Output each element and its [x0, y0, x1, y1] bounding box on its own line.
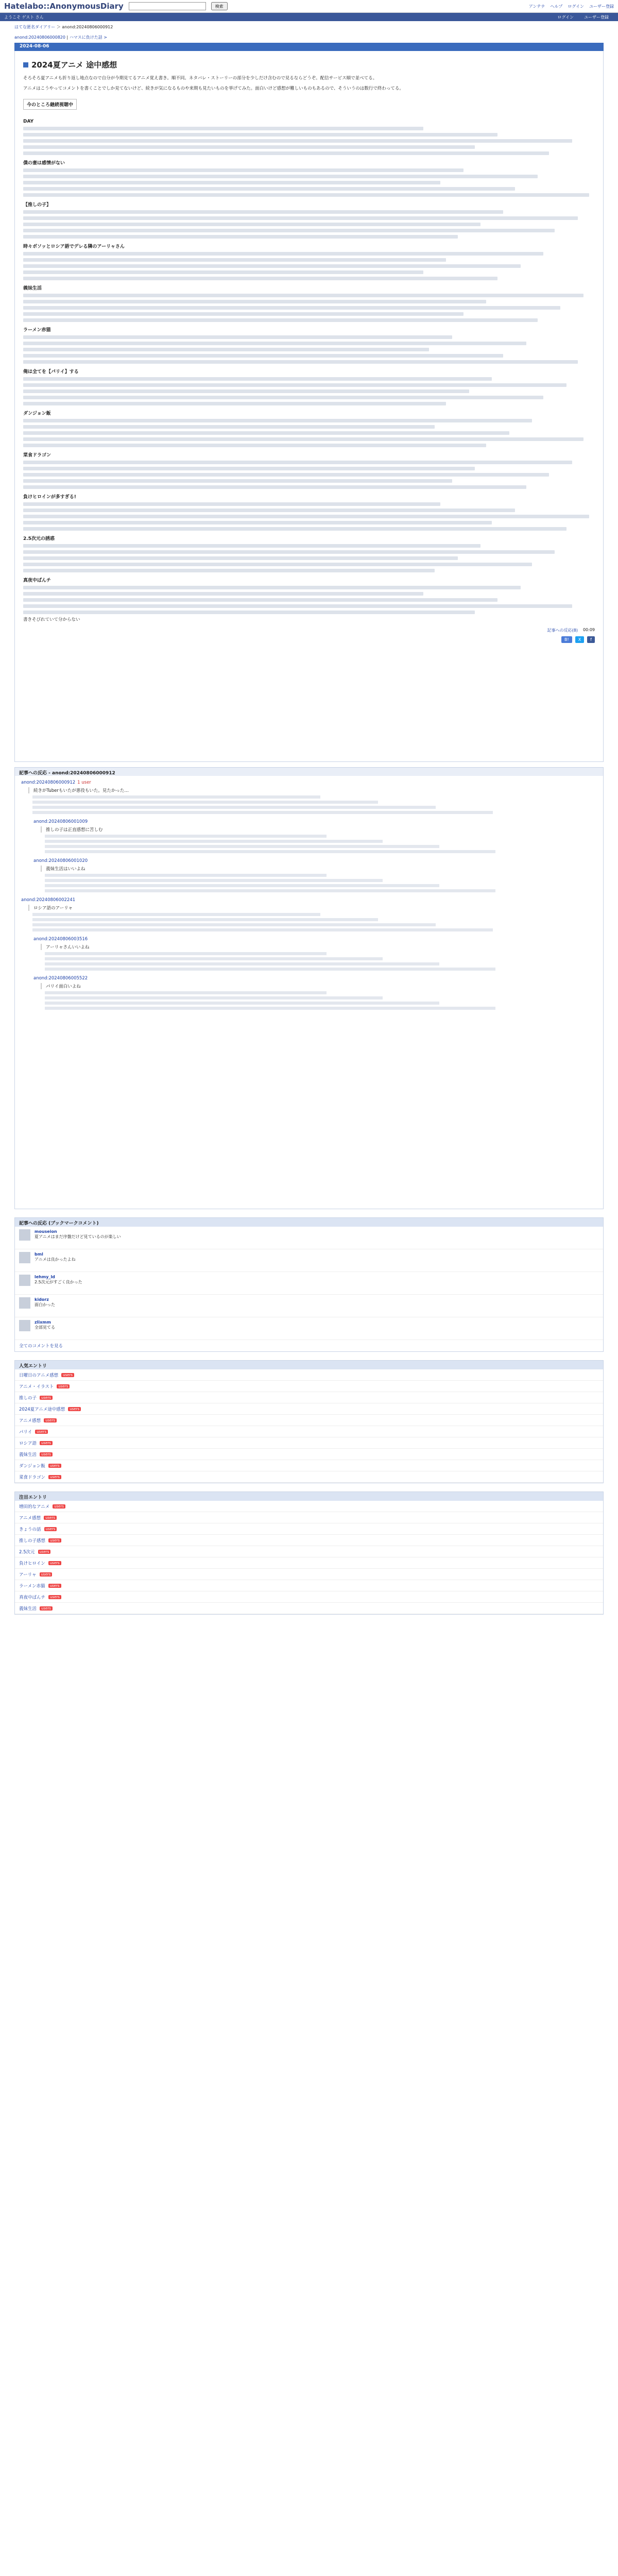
comment-text: 2.5次元がすごく良かった — [35, 1280, 82, 1284]
section-body — [23, 168, 595, 197]
attention-entry-link[interactable]: 2.5次元 — [19, 1549, 35, 1555]
attention-entry-link[interactable]: きょうの話 — [19, 1527, 41, 1532]
popular-entry-link[interactable]: パリイ — [19, 1429, 32, 1435]
text-line — [23, 563, 532, 566]
attention-entry-link[interactable]: アーリャ — [19, 1572, 37, 1578]
text-line — [23, 312, 464, 316]
text-line — [23, 521, 492, 524]
text-line — [45, 1002, 439, 1005]
reply-users: 1 user — [77, 780, 91, 785]
attention-entry — [15, 1523, 603, 1535]
users-badge: users — [40, 1452, 53, 1456]
text-line — [23, 431, 509, 435]
section-body — [23, 210, 595, 239]
text-line — [45, 879, 383, 882]
reply-link[interactable]: anond:20240806002241 — [21, 897, 76, 903]
text-line — [23, 592, 423, 596]
avatar — [19, 1320, 30, 1331]
comment-user[interactable]: zlixmm — [35, 1320, 51, 1325]
users-badge: users — [44, 1516, 57, 1520]
pager: anond:20240806000820 | ハマスに負けた話 > — [14, 35, 107, 40]
attention-entry — [15, 1512, 603, 1523]
attention-entry-link[interactable]: 負けヒロイン — [19, 1561, 45, 1566]
text-line — [23, 306, 560, 310]
reaction-link[interactable]: 記事への反応(8) — [547, 628, 578, 633]
popular-entry-link[interactable]: 菜食ドラゴン — [19, 1475, 46, 1480]
text-line — [32, 811, 493, 814]
text-line — [23, 145, 475, 149]
text-line — [23, 527, 566, 531]
text-line — [23, 569, 435, 572]
text-line — [23, 187, 515, 191]
popular-title: 人気エントリ — [15, 1361, 603, 1369]
comments-title: 記事への反応 (ブックマークコメント) — [15, 1218, 603, 1227]
section-heading: 負けヒロインが多すぎる! — [23, 495, 76, 500]
text-line — [32, 913, 320, 916]
reply-text: 義妹生活はいいよね — [41, 866, 597, 872]
text-line — [23, 235, 458, 239]
text-line — [23, 556, 458, 560]
users-badge: users — [40, 1396, 53, 1400]
comment-text: 面白かった — [35, 1302, 55, 1307]
avatar — [19, 1252, 30, 1263]
popular-entry — [15, 1437, 603, 1449]
section-body — [23, 377, 595, 405]
text-line — [23, 354, 503, 358]
text-line — [23, 264, 521, 268]
text-line — [23, 550, 555, 554]
reply-text: ロシア語のアーリャ — [28, 905, 597, 911]
users-badge: users — [44, 1527, 57, 1531]
comment-row — [15, 1249, 603, 1272]
attention-entry — [15, 1535, 603, 1546]
nav-register[interactable]: ユーザー登録 — [584, 14, 609, 20]
users-badge: users — [48, 1561, 61, 1565]
users-badge: users — [48, 1584, 61, 1588]
users-badge: users — [40, 1441, 53, 1445]
attention-entry-link[interactable]: 増田的なアニメ — [19, 1504, 50, 1510]
attention-entry-link[interactable]: 真夜中ぱんチ — [19, 1595, 46, 1600]
text-line — [23, 168, 464, 172]
text-line — [45, 962, 439, 965]
text-line — [23, 181, 440, 184]
nav-bar — [0, 13, 618, 21]
users-badge: users — [48, 1464, 61, 1468]
closing-text: 書きそびれていて分からない — [23, 617, 80, 622]
share-button-2[interactable]: X — [575, 636, 584, 643]
comment-row — [15, 1295, 603, 1317]
text-line — [23, 175, 538, 178]
text-line — [23, 335, 452, 339]
text-line — [23, 216, 578, 220]
users-badge: users — [48, 1475, 61, 1479]
text-line — [23, 258, 446, 262]
text-line — [23, 223, 480, 226]
attention-panel — [14, 1492, 604, 1615]
reply-link[interactable]: anond:20240806001009 — [33, 819, 88, 824]
text-line — [23, 133, 497, 137]
users-badge: users — [38, 1550, 51, 1554]
text-line — [45, 957, 383, 960]
text-line — [23, 139, 572, 143]
article-title: 2024夏アニメ 途中感想 — [23, 59, 595, 70]
welcome-text: ようこそ ゲスト さん — [4, 14, 44, 20]
replies-title: 記事への反応 - anond:20240806000912 — [15, 768, 603, 776]
reply-item — [33, 858, 597, 892]
section-heading: 義妹生活 — [23, 286, 42, 291]
popular-entry — [15, 1381, 603, 1392]
antenna-link[interactable]: アンテナ — [528, 4, 545, 9]
text-line — [23, 437, 583, 441]
attention-entry — [15, 1591, 603, 1603]
comments-panel — [14, 1217, 604, 1352]
intro-para-2: アニメはこうやってコメントを書くことでしか見てないけど、続きが気になるものや来期も見たいものを挙げてみた。面白いけど感想が難しいものもあるので、そういうのは数行で終わってる。 — [23, 86, 404, 91]
reply-link[interactable]: anond:20240806001020 — [33, 858, 88, 863]
popular-entry-link[interactable]: アニメ・イラスト — [19, 1384, 54, 1389]
avatar — [19, 1229, 30, 1241]
users-badge: users — [40, 1572, 53, 1577]
top-bar — [0, 0, 618, 13]
register-link[interactable]: ユーザー登録 — [589, 4, 614, 9]
post-time: 00:09 — [582, 628, 595, 632]
text-line — [23, 611, 475, 614]
section-heading: 僕の妻は感情がない — [23, 161, 65, 166]
text-line — [23, 396, 543, 399]
popular-entry-link[interactable]: アニメ感想 — [19, 1418, 41, 1423]
text-line — [23, 270, 423, 274]
section-body — [23, 294, 595, 322]
breadcrumb: はてな匿名ダイアリー ＞ anond:20240806000912 — [14, 25, 113, 29]
attention-entry-link[interactable]: 義妹生活 — [19, 1606, 37, 1612]
popular-entry — [15, 1415, 603, 1426]
reply-item — [33, 976, 597, 1010]
replies-panel — [14, 767, 604, 1209]
section-body — [23, 127, 595, 155]
section-body — [23, 502, 595, 531]
text-line — [45, 874, 327, 877]
popular-entry-link[interactable]: 日曜日のアニメ感想 — [19, 1372, 59, 1378]
comment-row — [15, 1227, 603, 1249]
section-heading: 菜食ドラゴン — [23, 453, 52, 458]
reply-text: パリイ面白いよね — [41, 983, 597, 989]
users-badge: users — [48, 1595, 61, 1599]
text-line — [23, 544, 480, 548]
comment-user[interactable]: lehmy_ld — [35, 1275, 55, 1279]
comment-user[interactable]: kidorz — [35, 1297, 49, 1302]
nav-login[interactable]: ログイン — [557, 14, 574, 20]
popular-entry — [15, 1369, 603, 1381]
popular-entry-link[interactable]: ダンジョン飯 — [19, 1463, 45, 1469]
text-line — [23, 348, 429, 351]
text-line — [23, 318, 538, 322]
share-buttons — [23, 636, 595, 643]
search-input[interactable] — [129, 2, 206, 10]
section-heading: 俺は全てを【パリイ】する — [23, 369, 79, 375]
attention-entry — [15, 1580, 603, 1591]
text-line — [23, 252, 543, 256]
text-line — [23, 444, 486, 447]
comment-user[interactable]: bml — [35, 1252, 43, 1257]
attention-entry-link[interactable]: アニメ感想 — [19, 1515, 41, 1521]
text-line — [23, 360, 578, 364]
text-line — [23, 473, 549, 477]
comment-text: 全部見てる — [35, 1325, 55, 1330]
text-line — [23, 586, 521, 589]
avatar — [19, 1275, 30, 1286]
text-line — [23, 210, 503, 214]
text-line — [45, 889, 495, 892]
text-line — [45, 835, 327, 838]
users-badge: users — [68, 1407, 81, 1411]
share-button-1[interactable]: B! — [561, 636, 572, 643]
avatar — [19, 1297, 30, 1309]
popular-entry — [15, 1460, 603, 1471]
text-line — [23, 502, 440, 506]
article-footer — [23, 628, 595, 633]
attention-entry — [15, 1501, 603, 1512]
text-line — [23, 294, 583, 297]
section-heading: 真夜中ぱんチ — [23, 578, 52, 583]
intro-para-1: そろそろ夏アニメも折り返し地点なので自分が今期見てるアニメ覚え書き。順不同。ネタバレ・ストーリーの部分を少しだけ含むので見るならどうぞ。配信サービス順で並べてる。 — [23, 76, 377, 81]
reply-link[interactable]: anond:20240806000912 — [21, 780, 76, 785]
text-line — [23, 127, 423, 130]
text-line — [45, 850, 495, 853]
text-line — [23, 425, 435, 429]
text-line — [45, 1007, 495, 1010]
text-line — [23, 377, 492, 381]
text-line — [45, 996, 383, 999]
login-link[interactable]: ログイン — [568, 4, 584, 9]
reply-link[interactable]: anond:20240806005522 — [33, 976, 88, 981]
attention-entry — [15, 1569, 603, 1580]
crumb-home[interactable]: はてな匿名ダイアリー — [14, 25, 56, 29]
popular-entry-link[interactable]: ロシア語 — [19, 1440, 37, 1446]
reply-item — [33, 819, 597, 853]
text-line — [45, 845, 439, 848]
site-logo[interactable]: Hatelabo::AnonymousDiary — [4, 2, 124, 11]
title-square-icon — [23, 62, 28, 67]
next-link[interactable]: ハマスに負けた話 > — [69, 35, 107, 40]
reply-link[interactable]: anond:20240806003516 — [33, 937, 88, 942]
text-line — [23, 300, 486, 303]
text-line — [23, 389, 469, 393]
section-heading: 【推しの子】 — [23, 202, 52, 208]
section-heading: 時々ボソッとロシア語でデレる隣のアーリャさん — [23, 244, 125, 249]
reply-item — [21, 780, 597, 814]
text-line — [23, 151, 549, 155]
text-line — [23, 479, 452, 483]
text-line — [23, 277, 497, 280]
top-links — [529, 4, 614, 9]
attention-entry-link[interactable]: ラーメン赤猫 — [19, 1583, 45, 1589]
comment-text: アニメは良かったよね — [35, 1257, 76, 1262]
attention-entry — [15, 1557, 603, 1569]
share-button-3[interactable]: f — [587, 636, 595, 643]
section-body — [23, 335, 595, 364]
attention-entry — [15, 1546, 603, 1557]
reply-text: アーリャさんいいよね — [41, 944, 597, 950]
text-line — [32, 918, 378, 921]
section-heading: ダンジョン飯 — [23, 411, 51, 416]
text-line — [23, 467, 475, 470]
attention-title: 注目エントリ — [15, 1492, 603, 1501]
more-comments-link[interactable]: 全てのコメントを見る — [19, 1344, 63, 1349]
popular-entry — [15, 1426, 603, 1437]
section-body — [23, 586, 595, 614]
section-body — [23, 544, 595, 572]
text-line — [23, 515, 589, 518]
text-line — [32, 806, 436, 809]
date-bar: 2024-08-06 — [14, 43, 604, 51]
reply-text: 推しの子は正直感想に苦しむ — [41, 826, 597, 833]
attention-entry-link[interactable]: 推しの子感想 — [19, 1538, 46, 1544]
text-line — [23, 419, 532, 422]
text-line — [45, 952, 327, 955]
comment-row — [15, 1317, 603, 1340]
section-heading: DAY — [23, 119, 34, 124]
reply-item — [33, 937, 597, 971]
prev-link[interactable]: anond:20240806000820 — [14, 35, 65, 40]
continuing-box: 今のところ継続視聴中 — [23, 99, 77, 110]
article — [14, 51, 604, 762]
text-line — [32, 801, 378, 804]
help-link[interactable]: ヘルプ — [550, 4, 563, 9]
text-line — [23, 509, 515, 512]
attention-entry — [15, 1603, 603, 1614]
users-badge: users — [53, 1504, 65, 1509]
text-line — [32, 795, 320, 799]
users-badge: users — [44, 1418, 57, 1422]
comment-row — [15, 1272, 603, 1295]
popular-entry — [15, 1449, 603, 1460]
text-line — [23, 383, 566, 387]
text-line — [23, 485, 526, 489]
text-line — [23, 193, 589, 197]
text-line — [45, 884, 439, 887]
popular-entry-link[interactable]: 義妹生活 — [19, 1452, 37, 1458]
text-line — [23, 229, 555, 232]
comment-text: 夏アニメはまだ序盤だけど見ているのが楽しい — [35, 1234, 121, 1239]
text-line — [45, 840, 383, 843]
popular-entry — [15, 1403, 603, 1415]
popular-entry — [15, 1471, 603, 1483]
section-body — [23, 461, 595, 489]
crumb-id: anond:20240806000912 — [62, 25, 113, 29]
popular-entry-link[interactable]: 2024夏アニメ途中感想 — [19, 1406, 65, 1412]
text-line — [32, 928, 493, 931]
text-line — [32, 923, 436, 926]
section-body — [23, 419, 595, 447]
text-line — [45, 991, 327, 994]
text-line — [23, 342, 526, 345]
text-line — [23, 598, 497, 602]
users-badge: users — [48, 1538, 61, 1543]
comment-user[interactable]: mouseion — [35, 1229, 57, 1234]
section-body — [23, 252, 595, 280]
users-badge: users — [57, 1384, 70, 1388]
users-badge: users — [40, 1606, 53, 1611]
section-heading: ラーメン赤猫 — [23, 328, 51, 333]
reply-item — [21, 897, 597, 931]
users-badge: users — [35, 1430, 48, 1434]
text-line — [23, 604, 572, 608]
text-line — [23, 402, 446, 405]
text-line — [23, 461, 572, 464]
users-badge: users — [61, 1373, 74, 1377]
text-line — [45, 968, 495, 971]
popular-panel — [14, 1360, 604, 1483]
search-button[interactable]: 検索 — [211, 2, 228, 10]
reply-text: 続きがTuberもいたが悪役もいた。見たかった… — [28, 787, 597, 793]
popular-entry-link[interactable]: 推しの子 — [19, 1395, 37, 1401]
section-heading: 2.5次元の誘惑 — [23, 536, 55, 541]
popular-entry — [15, 1392, 603, 1403]
